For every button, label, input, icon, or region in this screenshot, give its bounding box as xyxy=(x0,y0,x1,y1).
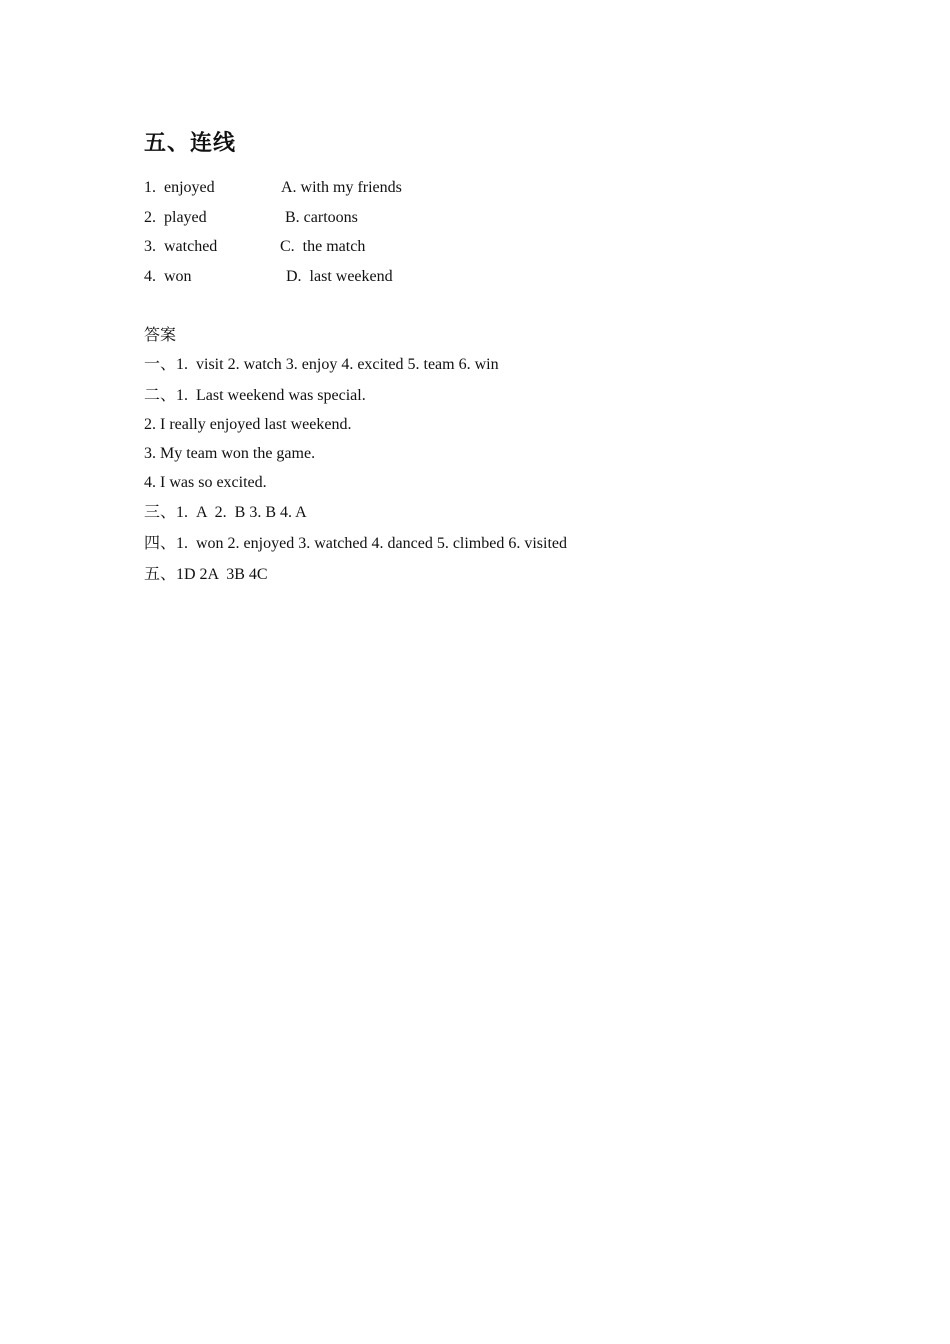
answer-line-3: 2. I really enjoyed last weekend. xyxy=(144,416,352,433)
answer-line-1: 一、1. visit 2. watch 3. enjoy 4. excited 5. team 6. win xyxy=(144,356,499,373)
section-heading: 五、连线 xyxy=(144,131,237,156)
answer-line-7: 四、1. won 2. enjoyed 3. watched 4. danced 5. climbed 6. visited xyxy=(144,535,568,552)
answer-line-5: 4. I was so excited. xyxy=(144,474,267,491)
match-left-item-3: 3. watched xyxy=(144,238,218,255)
match-right-item-b: B. cartoons xyxy=(285,209,358,226)
match-left-item-1: 1. enjoyed xyxy=(144,179,215,196)
answers-title: 答案 xyxy=(144,325,177,344)
answer-line-2: 二、1. Last weekend was special. xyxy=(144,387,366,404)
match-right-item-c: C. the match xyxy=(280,238,366,255)
answer-line-8: 五、1D 2A 3B 4C xyxy=(144,566,268,583)
match-right-item-d: D. last weekend xyxy=(286,268,393,285)
answer-line-4: 3. My team won the game. xyxy=(144,445,316,462)
match-right-item-a: A. with my friends xyxy=(281,179,402,196)
match-left-item-2: 2. played xyxy=(144,209,207,226)
answer-line-6: 三、1. A 2. B 3. B 4. A xyxy=(144,504,307,521)
match-left-item-4: 4. won xyxy=(144,268,192,285)
